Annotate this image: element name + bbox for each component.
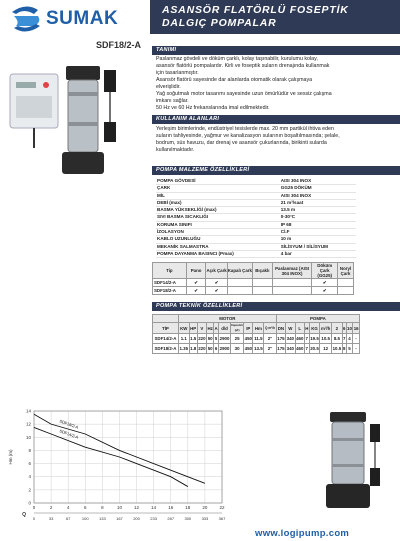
- header-banner: [150, 0, 400, 34]
- x-tick-label-alt: 333: [201, 516, 209, 521]
- spec-key: ÇARK: [156, 185, 273, 192]
- y-tick-label: 2: [28, 487, 31, 493]
- teknik-cell: 2": [264, 344, 277, 354]
- teknik-header-cell: V: [197, 323, 206, 334]
- teknik-cell: 7: [304, 344, 309, 354]
- x-tick-label-alt: 67: [65, 516, 71, 521]
- check-icon: ✔: [312, 279, 338, 287]
- tanimi-line: Asansör flatörü sayesinde dar alanlarda otomatik olarak çalışmaya: [156, 77, 313, 83]
- spec-value: 4 bar: [273, 250, 356, 257]
- teknik-cell: 5: [346, 344, 353, 354]
- kullanim-line: bodrum, süs havuzu, dar drenaj ve asansör çukurlarında, birikinti sularda: [156, 140, 327, 146]
- teknik-cell: 7: [304, 334, 309, 344]
- options-tip: SDF14/2-A: [153, 279, 187, 287]
- spec-value: 10 m: [273, 236, 356, 243]
- teknik-cell: 50: [207, 334, 214, 344]
- pompa-group-label: POMPA: [276, 315, 359, 323]
- section-tanimi-body: [156, 56, 400, 112]
- tanimi-line: elverişlidir.: [156, 84, 181, 90]
- teknik-group-spacer: [153, 315, 179, 323]
- spec-row: [156, 243, 356, 250]
- x-tick-label: 10: [116, 505, 122, 510]
- spec-key: BASMA YÜKSEKLİĞİ (max): [156, 207, 273, 214]
- teknik-cell: 220: [197, 344, 206, 354]
- teknik-cell: SDF14/2-A: [153, 334, 179, 344]
- header-title-line2: DALGIÇ POMPALAR: [162, 17, 277, 29]
- options-table: [152, 262, 354, 295]
- teknik-cell: 25: [231, 334, 244, 344]
- check-icon: ✔: [186, 279, 206, 287]
- y-tick-label: 12: [25, 421, 31, 427]
- options-cell: [272, 287, 312, 295]
- options-tip: SDF18/2-A: [153, 287, 187, 295]
- spec-value: 21 m³/saat: [273, 199, 356, 206]
- spec-key: SIVI BASMA SICAKLIĞI: [156, 214, 273, 221]
- teknik-cell: 1.35: [178, 344, 189, 354]
- options-cell: [252, 287, 272, 295]
- teknik-cell: -: [353, 344, 360, 354]
- teknik-header-cell: Hm: [253, 323, 264, 334]
- section-kullanim-body: [156, 126, 400, 154]
- teknik-header-cell: Q m³/h: [264, 323, 277, 334]
- options-row: [153, 279, 354, 287]
- series-label: SDF14/2-A: [58, 428, 80, 440]
- teknik-cell: 2": [264, 334, 277, 344]
- teknik-cell: 175: [276, 344, 285, 354]
- teknik-header-cell: HP: [189, 323, 197, 334]
- spec-row: [156, 221, 356, 228]
- teknik-header-cell: DN: [276, 323, 285, 334]
- x-tick-label: 18: [185, 505, 191, 510]
- options-header-cell: Noryl Çark: [338, 263, 354, 279]
- x-tick-label-alt: 0: [32, 516, 36, 521]
- spec-value: IP 68: [273, 221, 356, 228]
- teknik-header-cell: H: [304, 323, 309, 334]
- x-tick-label-alt: 300: [184, 516, 192, 521]
- teknik-header-cell: TİP: [153, 323, 179, 334]
- tanimi-line: 50 Hz ve 60 Hz frekanslarında imal edilmektedir.: [156, 105, 270, 111]
- tanimi-line: imkanı sağlar.: [156, 98, 189, 104]
- teknik-header-cell: 2: [331, 323, 342, 334]
- options-header-cell: Bıçaklı: [252, 263, 272, 279]
- spec-key: POMPA GÖVDESİ: [156, 178, 273, 185]
- y-axis-label: Hm (m): [8, 449, 13, 465]
- material-spec-table: [156, 178, 356, 258]
- spec-value: AISI 304 INOX: [273, 178, 356, 185]
- x-tick-label-alt: 167: [116, 516, 123, 521]
- options-header-row: [153, 263, 354, 279]
- y-tick-label: 14: [25, 408, 31, 414]
- series-label: SDF18/2-A: [58, 418, 80, 430]
- website-link[interactable]: www.logipump.com: [255, 528, 350, 539]
- spec-key: DEBİ (max): [156, 199, 273, 206]
- options-cell: [338, 287, 354, 295]
- spec-key: KABLO UZUNLUĞU: [156, 236, 273, 243]
- spec-key: POMPA DAYANMA BASINCI (Pmax): [156, 250, 273, 257]
- check-icon: ✔: [312, 287, 338, 295]
- x-tick-label: 0: [32, 505, 36, 510]
- y-tick-label: 10: [25, 434, 31, 440]
- options-cell: [252, 279, 272, 287]
- teknik-cell: -: [353, 334, 360, 344]
- spec-value: GG25 DÖKÜM: [273, 185, 356, 192]
- x-tick-label: 2: [49, 505, 53, 510]
- spec-value: SİLİSYUM / SİLİSYUM: [273, 243, 356, 250]
- teknik-header-cell: 10: [346, 323, 353, 334]
- teknik-cell: 10.5: [320, 334, 332, 344]
- x-tick-label-alt: 100: [81, 516, 89, 521]
- pump-photo: [310, 402, 400, 518]
- check-icon: ✔: [206, 279, 227, 287]
- teknik-group-row: [153, 315, 360, 323]
- performance-chart: [0, 405, 230, 525]
- teknik-header-cell: L: [295, 323, 304, 334]
- teknik-row: [153, 344, 360, 354]
- kullanim-line: suların tahliyesinde, yağmur ve kanalizasyon sularının boşaltılmasında; şelale,: [156, 133, 340, 139]
- y-tick-label: 4: [28, 474, 31, 480]
- y-tick-label: 0: [28, 500, 31, 506]
- spec-row: [156, 236, 356, 243]
- y-tick-label: 8: [28, 447, 31, 453]
- spec-value: 0-30°C: [273, 214, 356, 221]
- options-cell: [227, 279, 252, 287]
- check-icon: ✔: [186, 287, 206, 295]
- options-cell: [227, 287, 252, 295]
- teknik-cell: 11.5: [253, 334, 264, 344]
- teknik-header-cell: m³/h: [320, 323, 332, 334]
- plot-frame: [34, 411, 222, 503]
- options-cell: [272, 279, 312, 287]
- options-header-cell: Paslanmaz (AISI 304 INOX): [272, 263, 312, 279]
- teknik-cell: 30: [231, 344, 244, 354]
- sumak-logo: [6, 2, 124, 36]
- teknik-cell: SDF18/2-A: [153, 344, 179, 354]
- x-tick-label-alt: 33: [48, 516, 54, 521]
- kullanim-line: kullanılmaktadır.: [156, 147, 195, 153]
- x-tick-label: 22: [219, 505, 225, 510]
- spec-row: [156, 178, 356, 185]
- x-tick-label-alt: 233: [150, 516, 157, 521]
- teknik-cell: 340: [286, 334, 295, 344]
- teknik-cell: 6: [214, 344, 219, 354]
- spec-key: KORUMA SINIFI: [156, 221, 273, 228]
- section-malzeme-heading: POMPA MALZEME ÖZELLİKLERİ: [152, 166, 400, 175]
- teknik-header-cell: d/d: [218, 323, 230, 334]
- x-tick-label: 12: [134, 505, 140, 510]
- teknik-header-cell: IP: [244, 323, 253, 334]
- options-header-cell: Açık Çark: [206, 263, 227, 279]
- teknik-cell: 50: [207, 344, 214, 354]
- options-cell: [338, 279, 354, 287]
- technical-table: [152, 314, 360, 354]
- spec-row: [156, 214, 356, 221]
- spec-key: MEKANİK SALMASTRA: [156, 243, 273, 250]
- teknik-cell: 1.1: [178, 334, 189, 344]
- options-header-cell: Kapalı Çark: [227, 263, 252, 279]
- spec-value: Cl.F: [273, 229, 356, 236]
- teknik-row: [153, 334, 360, 344]
- spec-row: [156, 250, 356, 257]
- section-tanimi-heading: TANIMI: [152, 46, 400, 55]
- y-tick-label: 6: [28, 461, 31, 467]
- teknik-cell: 4: [346, 334, 353, 344]
- x-tick-label: 16: [168, 505, 174, 510]
- teknik-cell: 175: [276, 334, 285, 344]
- x-tick-label: 8: [101, 505, 104, 510]
- options-header-cell: Döküm Çark (GG25): [312, 263, 338, 279]
- teknik-cell: 5: [214, 334, 219, 344]
- teknik-cell: 340: [286, 344, 295, 354]
- brand-name: SUMAK: [46, 8, 119, 29]
- teknik-cell: 1.5: [189, 334, 197, 344]
- teknik-cell: 2900: [218, 334, 230, 344]
- spec-row: [156, 229, 356, 236]
- teknik-header-cell: KW: [178, 323, 189, 334]
- teknik-cell: 12: [320, 344, 332, 354]
- x-tick-label-alt: 133: [99, 516, 106, 521]
- teknik-cell: 460: [295, 344, 304, 354]
- teknik-cell: 19.5: [309, 334, 320, 344]
- x-tick-label: 6: [84, 505, 87, 510]
- teknik-cell: 220: [197, 334, 206, 344]
- teknik-cell: 2900: [218, 344, 230, 354]
- model-code: SDF18/2-A: [96, 40, 142, 50]
- x-tick-label-alt: 367: [218, 516, 226, 521]
- teknik-cell: 8.5: [331, 334, 342, 344]
- tanimi-line: Yağ soğutmalı motor tasarımı sayesinde uzun ömürlüdür ve sessiz çalışma: [156, 91, 332, 97]
- series-line: [34, 427, 188, 486]
- teknik-header-cell: KG: [309, 323, 320, 334]
- options-row: [153, 287, 354, 295]
- tanimi-line: için tasarlanmıştır.: [156, 70, 199, 76]
- x-tick-label-alt: 267: [167, 516, 175, 521]
- teknik-header-cell: Kapasitör (µF): [231, 324, 244, 332]
- spec-row: [156, 185, 356, 192]
- teknik-cell: 450: [244, 344, 253, 354]
- spec-key: MİL: [156, 192, 273, 199]
- teknik-header-cell: Hz: [207, 323, 214, 334]
- section-kullanim-heading: KULLANIM ALANLARI: [152, 115, 400, 124]
- x-tick-label: 4: [66, 505, 70, 510]
- sumak-logo-mark-icon: [6, 2, 46, 36]
- section-teknik-heading: POMPA TEKNİK ÖZELLİKLERİ: [152, 302, 400, 311]
- kullanim-line: Yerleşim birimlerinde, endüstriyel tesislerde max. 20 mm partikül ihtiva eden: [156, 126, 334, 132]
- teknik-cell: 7: [342, 334, 346, 344]
- x-axis-label: Q: [22, 512, 26, 518]
- teknik-cell: 1.8: [189, 344, 197, 354]
- spec-value: AISI 304 INOX: [273, 192, 356, 199]
- x-tick-label: 20: [202, 505, 208, 510]
- teknik-cell: 20.5: [309, 344, 320, 354]
- teknik-header-cell: A: [214, 323, 219, 334]
- x-tick-label-alt: 200: [133, 516, 140, 521]
- options-header-cell: Pano: [186, 263, 206, 279]
- teknik-header-row: [153, 323, 360, 334]
- spec-row: [156, 207, 356, 214]
- product-photo: [6, 52, 146, 190]
- teknik-cell: 450: [244, 334, 253, 344]
- options-header-cell: Tip: [153, 263, 187, 279]
- teknik-cell: 460: [295, 334, 304, 344]
- spec-key: İZOLASYON: [156, 229, 273, 236]
- teknik-header-cell: 16: [353, 323, 360, 334]
- x-tick-label: 14: [151, 505, 157, 510]
- check-icon: ✔: [206, 287, 227, 295]
- teknik-cell: 13.5: [253, 344, 264, 354]
- spec-row: [156, 192, 356, 199]
- teknik-cell: 10.5: [331, 344, 342, 354]
- motor-group-label: MOTOR: [178, 315, 276, 323]
- spec-row: [156, 199, 356, 206]
- teknik-cell: 8: [342, 344, 346, 354]
- tanimi-line: asansör flatörlü pompalardır. Kirli ve foseptik suların drenajında kullanmak: [156, 63, 330, 69]
- teknik-header-cell: W: [286, 323, 295, 334]
- spec-value: 13.5 m: [273, 207, 356, 214]
- teknik-header-cell: 6: [342, 323, 346, 334]
- header-title-line1: ASANSÖR FLATÖRLÜ FOSEPTİK: [162, 4, 349, 16]
- tanimi-line: Paslanmaz gövdeli ve döküm çarklı, kolay taşınabilir, kurulumu kolay,: [156, 56, 318, 62]
